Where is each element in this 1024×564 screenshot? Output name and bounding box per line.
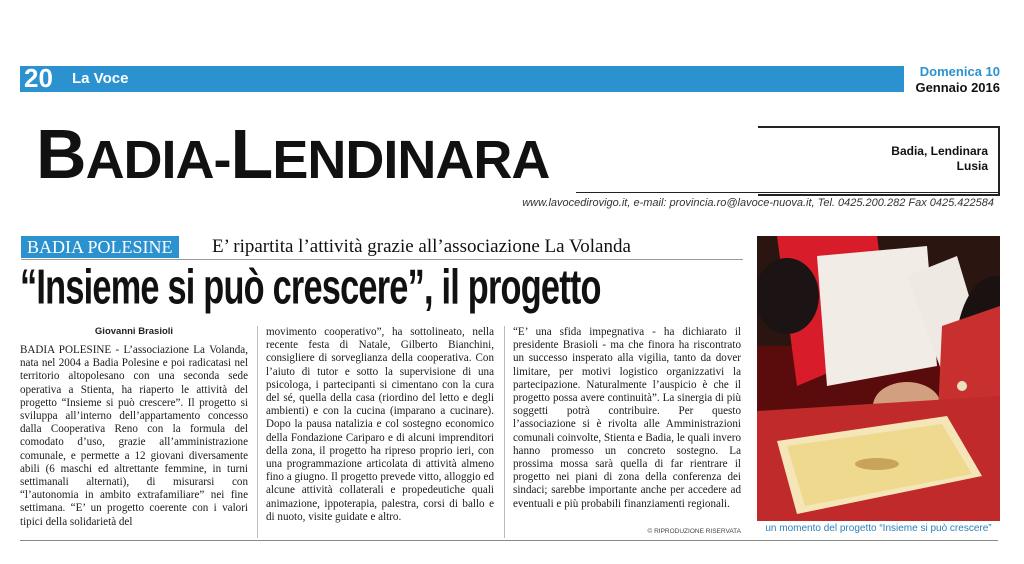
date-month-year: Gennaio 2016 <box>915 80 1000 95</box>
newspaper-name: La Voce <box>72 70 129 87</box>
article-column-3 <box>513 326 741 511</box>
section-title-part3: L <box>230 115 273 193</box>
column-2-text: movimento cooperativo”, ha sottolineato, nella recente festa di Natale, Gilberto Bianchini, consigliere di sorveglianza della cooperativa. Con l’aiuto di tutor e sotto la supervisione di una psicologa, i partecipanti si cimentano con la cura del sé, quella della casa (riordino del letto e degli ambienti) e con la cucina (imparano a cucinare). Dopo la pausa natalizia e col sostegno economico della Fondazione Cariparo e di alcuni imprenditori della zona, il progetto ha ripreso proprio ieri, con una programmazione articolata di attività almeno fino a giugno. Il progetto prevede vitto, alloggio ed alcune attività collaterali e propedeutiche quali animazione, ippoterapia, palestra, corsi di ballo e di nuoto, visite guidate e altro. <box>266 326 494 523</box>
section-title-part2: ADIA- <box>85 130 231 190</box>
column-3-text: “E’ una sfida impegnativa - ha dichiarato il presidente Brasioli - ma che finora ha riscontrato un successo insperato alla vigilia, tanto da dover limitare, per motivi logistico organizzativi la partecipazione. Naturalmente l’auspicio è che il progetto possa avere continuità”. La sinergia di più soggetti potrà contribuire. Per questo l’associazione si è rivolta alle Amministrazioni comunali coinvolte, Stienta e Badia, le quali invero hanno promesso un concreto sostegno. La prossima mossa sarà quella di far rientrare il progetto nei piani di zona della conferenza dei sindaci; sarebbe importante anche per accedere ad eventuali e più probabili finanziamenti regionali. <box>513 326 741 510</box>
column-1-text: BADIA POLESINE - L’associazione La Volanda, nata nel 2004 a Badia Polesine e poi radicatasi nel territorio altopolesano con una seconda sede operativa a Stienta, ha riaperto le attività del progetto “Insieme si può crescere”. Il progetto si sviluppa all’interno dell’appartamento concesso dalla Cooperativa Reno con la formula del comodato d’uso, grazie all’amministrazione comunale, e permette a 12 giovani diversamente abili (6 maschi ed altrettante femmine, in turni settimanali alternati), di misurarsi con “l’autonomia in ambito extrafamiliare” nei fine settimana. “E’ un progetto coerente con i valori tipici della solidarietà del <box>20 344 248 528</box>
column-divider <box>257 326 258 538</box>
section-title-part1: B <box>36 115 86 193</box>
byline: Giovanni Brasioli <box>94 326 174 337</box>
article-column-2 <box>266 326 494 524</box>
kicker-text: E’ ripartita l’attività grazie all’associazione La Volanda <box>212 236 631 257</box>
section-title-part4: ENDINARA <box>272 130 550 190</box>
contact-line: www.lavocedirovigo.it, e-mail: provincia.ro@lavoce-nuova.it, Tel. 0425.200.282 Fax 0425.422584 <box>522 197 994 209</box>
page-number: 20 <box>24 63 53 93</box>
column-divider <box>504 326 505 538</box>
article-column-1 <box>20 344 248 529</box>
masthead-bar <box>20 63 904 93</box>
copyright-note: © RIPRODUZIONE RISERVATA <box>647 528 741 535</box>
location-line-2: Lusia <box>956 159 988 173</box>
headline: “Insieme si può crescere”, il progetto <box>20 260 601 315</box>
section-title <box>36 110 549 198</box>
photo-caption: un momento del progetto “Insieme si può crescere” <box>765 523 992 534</box>
date-day: Domenica 10 <box>919 64 1000 79</box>
location-line-1: Badia, Lendinara <box>891 144 988 158</box>
bottom-rule <box>20 540 998 541</box>
article-photo <box>757 236 1000 521</box>
photo-illustration <box>757 236 1000 521</box>
kicker-tag: BADIA POLESINE <box>21 236 179 258</box>
